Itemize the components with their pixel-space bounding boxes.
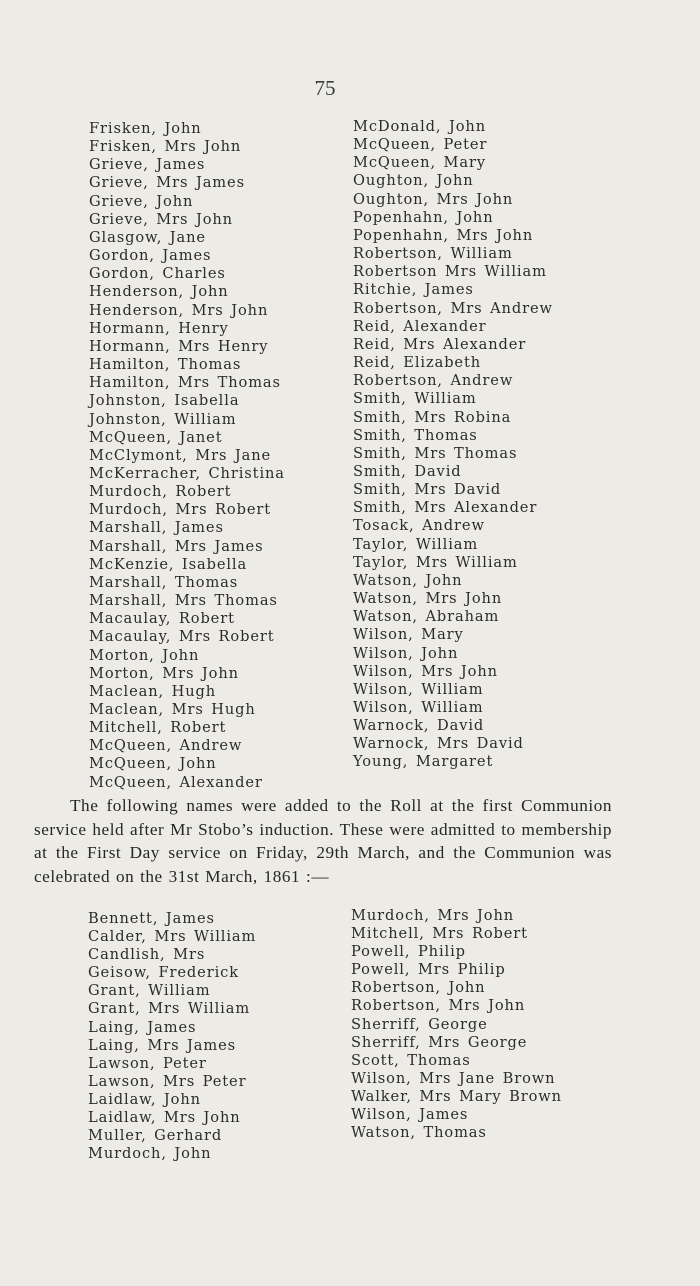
member-name: Wilson, James [351,1106,469,1124]
communion-paragraph: The following names were added to the Roll at the first Communion service held after Mr Stobo’s induction. These were admitted to membership at the First Day service on Friday, 29th March, and the Communion was celebrated on the 31st March, 1861 :— [34,796,612,886]
member-name: McQueen, Peter [353,136,488,154]
member-name: Wilson, William [353,680,484,698]
member-name: Frisken, Mrs John [89,138,242,156]
members-list-right [353,118,553,772]
member-name: Wilson, Mary [353,626,464,644]
member-name: Reid, Elizabeth [353,354,482,372]
member-name: Robertson, Andrew [353,372,514,390]
member-name: Wilson, Mrs Jane Brown [351,1069,556,1087]
member-name: Frisken, John [89,120,202,137]
member-name: Robertson, John [351,979,486,997]
member-name: Candlish, Mrs [88,946,206,964]
added-members-list-left [88,910,256,1163]
members-list-left [89,120,285,792]
member-name: Marshall, Mrs Thomas [89,592,278,610]
member-name: Reid, Alexander [353,317,487,335]
member-name: Murdoch, Mrs Robert [89,501,272,519]
member-name: Tosack, Andrew [353,517,485,535]
member-name: Smith, Mrs Robina [353,408,512,426]
member-name: McQueen, Alexander [89,773,263,791]
member-name: Watson, Abraham [353,608,500,626]
member-name: Smith, Mrs Alexander [353,499,538,517]
member-name: Mitchell, Robert [89,719,227,737]
member-name: McKenzie, Isabella [89,555,248,573]
member-name: Macaulay, Robert [89,610,235,628]
member-name: Marshall, Mrs James [89,537,264,555]
member-name: Geisow, Frederick [88,964,239,982]
member-name: Watson, John [353,571,463,589]
member-name: Sherriff, Mrs George [351,1033,528,1051]
member-name: Laidlaw, John [88,1090,201,1108]
member-name: Watson, Mrs John [353,590,503,608]
member-name: Marshall, Thomas [89,573,239,591]
member-name: Oughton, Mrs John [353,190,514,208]
member-name: Taylor, Mrs William [353,553,518,571]
member-name: Powell, Mrs Philip [351,961,506,979]
member-name: Warnock, Mrs David [353,735,524,753]
member-name: Grieve, Mrs John [89,210,233,228]
member-name: Smith, Thomas [353,426,478,444]
added-members-list-right [351,907,562,1142]
member-name: Morton, John [89,646,200,664]
member-name: Robertson Mrs William [353,263,547,281]
member-name: Hamilton, Mrs Thomas [89,374,281,392]
member-name: Watson, Thomas [351,1124,487,1142]
member-name: Hormann, Henry [89,319,229,337]
member-name: Laing, Mrs James [88,1036,237,1054]
member-name: Robertson, Mrs Andrew [353,299,553,317]
member-name: Smith, Mrs David [353,481,502,499]
member-name: Hormann, Mrs Henry [89,337,269,355]
member-name: Reid, Mrs Alexander [353,335,527,353]
member-name: Muller, Gerhard [88,1127,223,1145]
member-name: Macaulay, Mrs Robert [89,628,275,646]
member-name: Smith, Mrs Thomas [353,444,518,462]
member-name: Murdoch, Mrs John [351,907,515,924]
member-name: Robertson, Mrs John [351,997,526,1015]
member-name: Young, Margaret [353,753,494,771]
member-name: McClymont, Mrs Jane [89,446,272,464]
member-name: Powell, Philip [351,943,466,961]
member-name: Bennett, James [88,910,215,927]
member-name: McQueen, John [89,755,217,773]
member-name: Wilson, Mrs John [353,662,498,680]
member-name: Hamilton, Thomas [89,356,242,374]
member-name: Laing, James [88,1018,197,1036]
member-name: Lawson, Mrs Peter [88,1072,247,1090]
member-name: McQueen, Janet [89,428,223,446]
member-name: Murdoch, John [88,1145,212,1163]
member-name: Calder, Mrs William [88,928,257,946]
member-name: Wilson, John [353,644,459,662]
member-name: Gordon, Charles [89,265,226,283]
member-name: Popenhahn, Mrs John [353,226,534,244]
member-name: Grant, Mrs William [88,1000,251,1018]
page-number: 75 [314,76,336,100]
member-name: Johnston, Isabella [89,392,240,410]
member-name: Maclean, Hugh [89,682,217,700]
member-name: Popenhahn, John [353,208,494,226]
member-name: Henderson, John [89,283,229,301]
member-name: Glasgow, Jane [89,228,206,246]
member-name: Henderson, Mrs John [89,301,269,319]
member-name: Grieve, John [89,192,194,210]
member-name: Warnock, David [353,717,485,735]
member-name: Scott, Thomas [351,1051,471,1069]
member-name: McQueen, Mary [353,154,486,172]
member-name: McKerracher, Christina [89,464,285,482]
member-name: Sherriff, George [351,1015,488,1033]
member-name: Laidlaw, Mrs John [88,1109,241,1127]
member-name: Walker, Mrs Mary Brown [351,1087,562,1105]
member-name: Morton, Mrs John [89,664,239,682]
member-name: Ritchie, James [353,281,474,299]
member-name: Oughton, John [353,172,474,190]
member-name: McQueen, Andrew [89,737,243,755]
member-name: Murdoch, Robert [89,483,232,501]
member-name: Marshall, James [89,519,224,537]
member-name: Grieve, Mrs James [89,174,245,192]
member-name: Lawson, Peter [88,1054,207,1072]
member-name: Smith, David [353,462,462,480]
member-name: Wilson, William [353,699,484,716]
member-name: Mitchell, Mrs Robert [351,925,528,943]
member-name: Smith, William [353,390,477,408]
member-name: Gordon, James [89,247,212,265]
member-name: Taylor, William [353,535,479,553]
member-name: Grieve, James [89,156,206,174]
member-name: Maclean, Mrs Hugh [89,701,256,718]
member-name: Grant, William [88,982,211,1000]
member-name: Robertson, William [353,245,513,263]
member-name: Johnston, William [89,410,237,428]
member-name: McDonald, John [353,118,487,135]
